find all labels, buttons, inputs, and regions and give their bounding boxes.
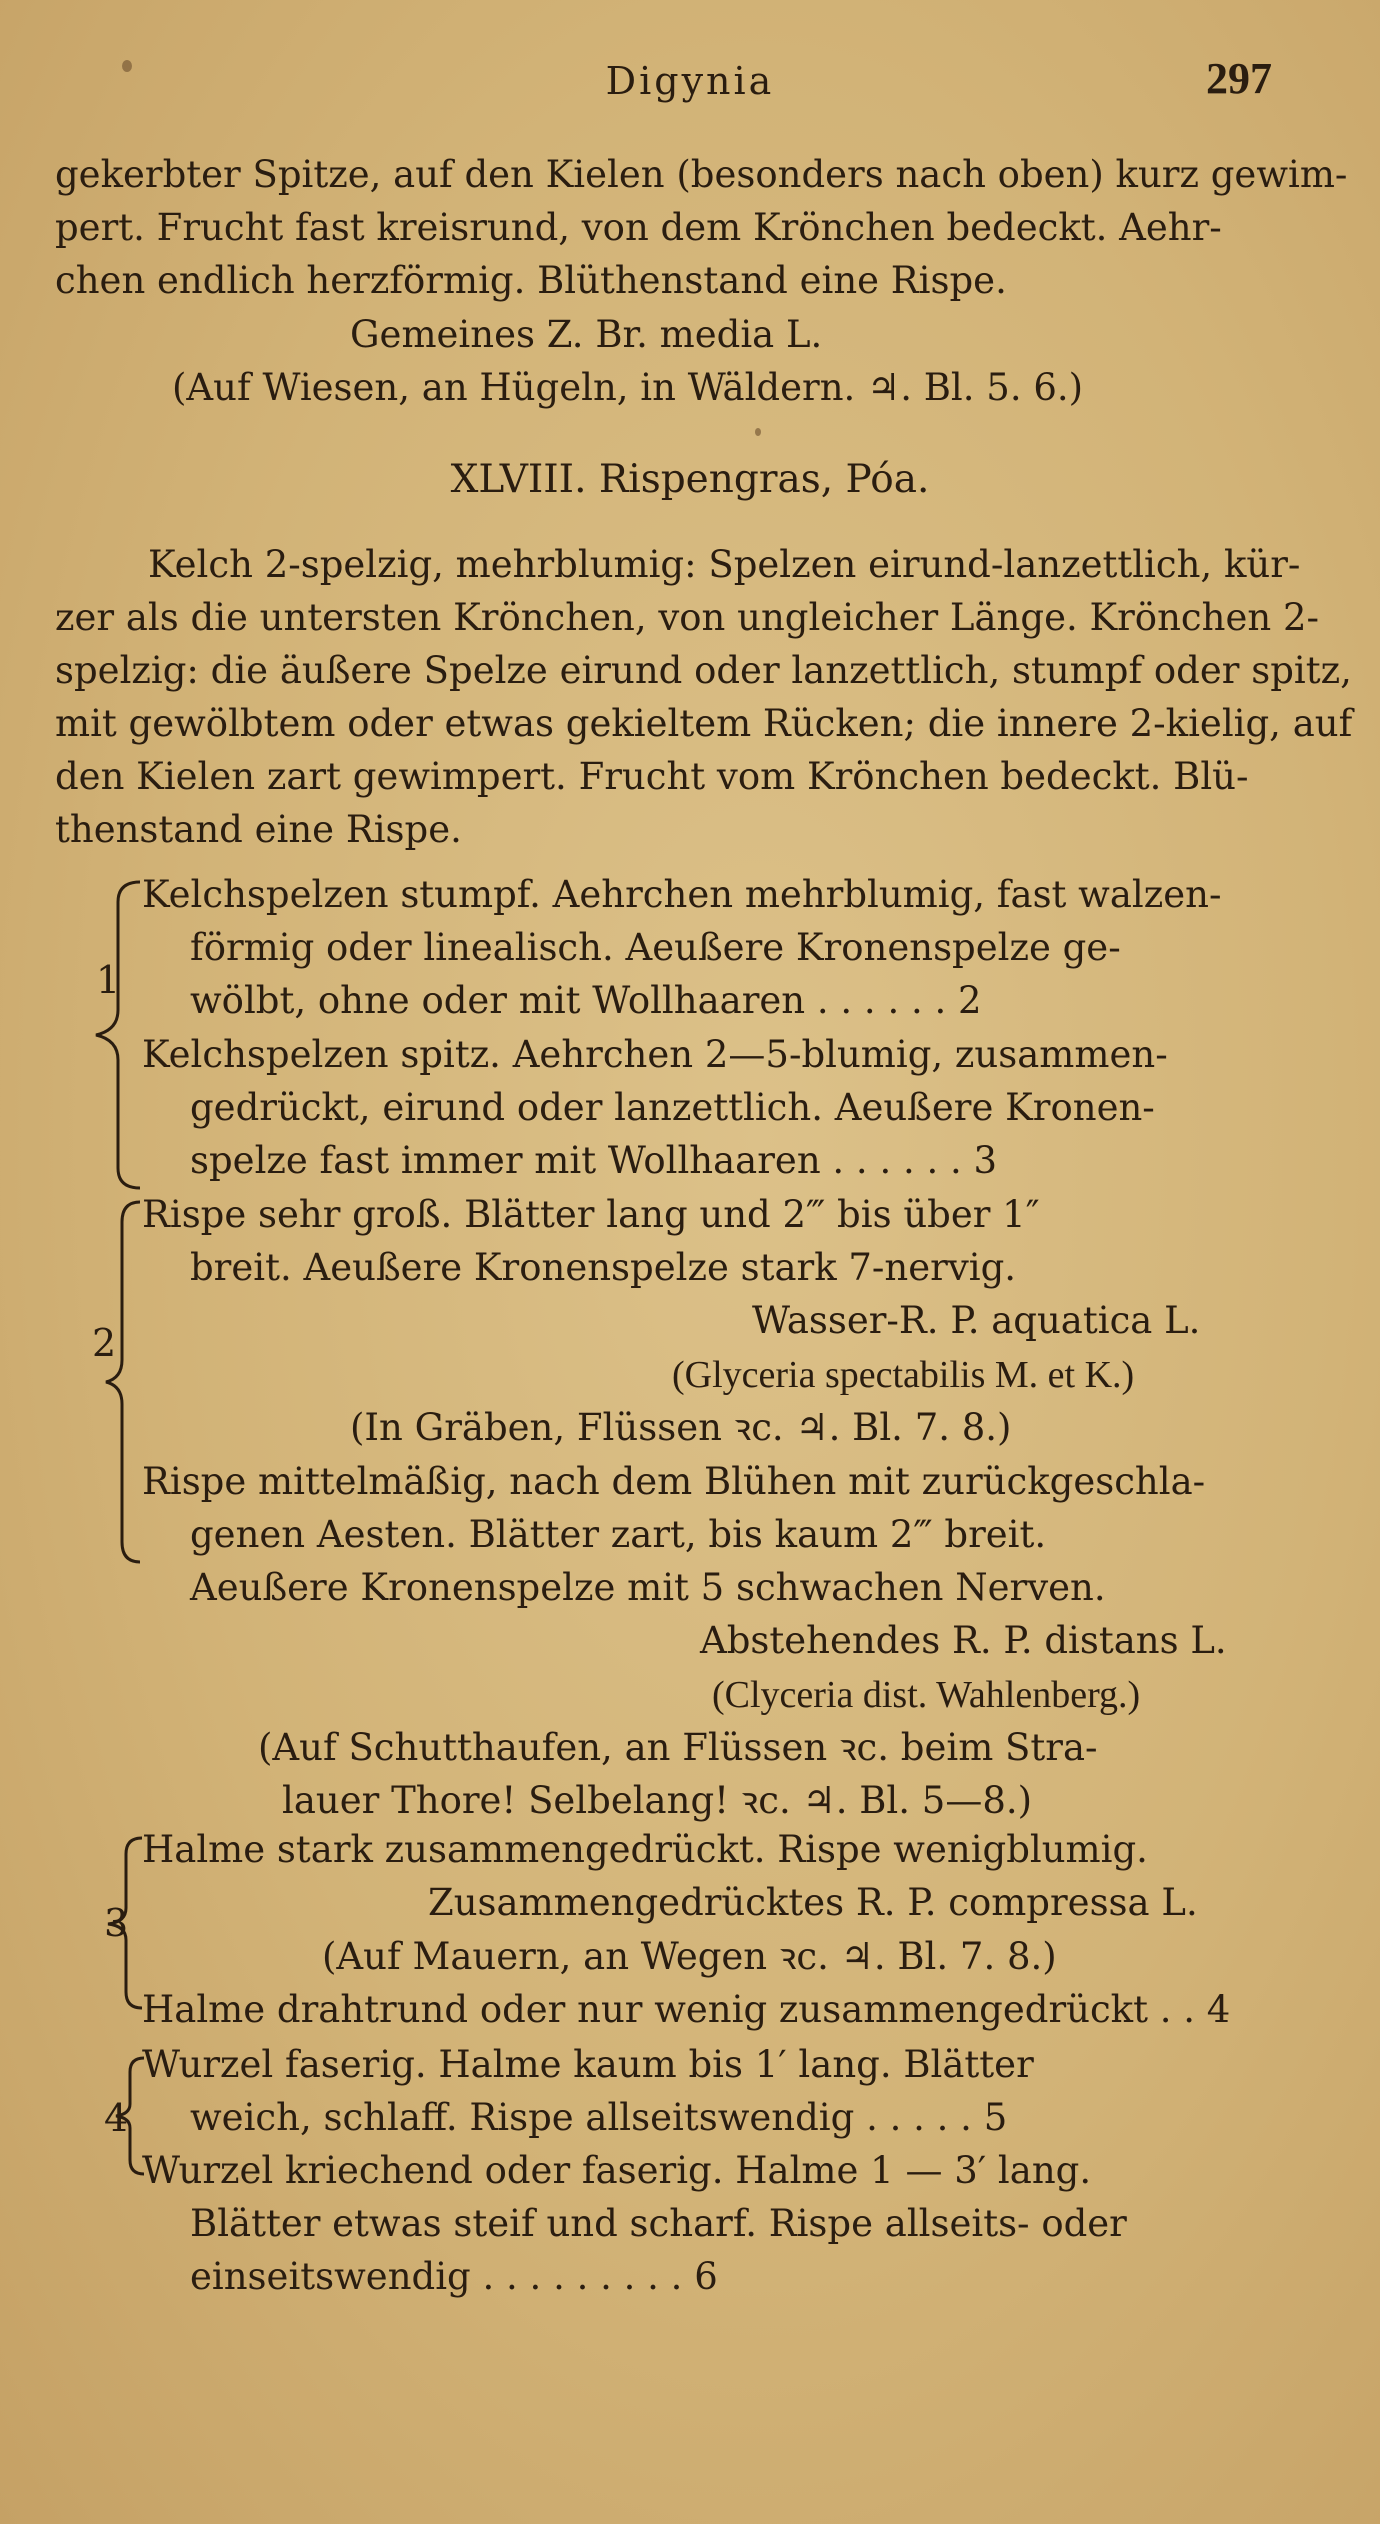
key-line: Rispe sehr groß. Blätter lang und 2‴ bis über 1″ xyxy=(142,1193,1040,1236)
key-line: Rispe mittelmäßig, nach dem Blühen mit zurückgeschla- xyxy=(142,1460,1206,1503)
text-line: chen endlich herzförmig. Blüthenstand eine Rispe. xyxy=(55,259,1007,302)
key-line: Aeußere Kronenspelze mit 5 schwachen Nerven. xyxy=(190,1566,1106,1609)
key-line: Kelchspelzen spitz. Aehrchen 2—5-blumig, zusammen- xyxy=(142,1033,1168,1076)
ink-spot xyxy=(755,428,761,436)
species-name: Abstehendes R. P. distans L. xyxy=(700,1619,1227,1662)
key-line: Blätter etwas steif und scharf. Rispe allseits- oder xyxy=(190,2202,1127,2245)
text-line: gekerbter Spitze, auf den Kielen (besonders nach oben) kurz gewim- xyxy=(55,153,1348,196)
genus-description-line: zer als die untersten Krönchen, von ungleicher Länge. Krönchen 2- xyxy=(55,596,1319,639)
key-number: 3 xyxy=(104,1901,129,1945)
synonym: (Clyceria dist. Wahlenberg.) xyxy=(712,1674,1141,1716)
species-name: Gemeines Z. Br. media L. xyxy=(350,313,823,356)
key-number: 1 xyxy=(96,958,121,1002)
key-line: gedrückt, eirund oder lanzettlich. Aeußere Kronen- xyxy=(190,1086,1155,1129)
genus-description-line: thenstand eine Rispe. xyxy=(55,808,462,851)
key-line: weich, schlaff. Rispe allseitswendig . . . . . 5 xyxy=(190,2096,1008,2139)
key-line: genen Aesten. Blätter zart, bis kaum 2‴ breit. xyxy=(190,1513,1047,1556)
page-number: 297 xyxy=(1206,54,1272,103)
text-line: pert. Frucht fast kreisrund, von dem Krönchen bedeckt. Aehr- xyxy=(55,206,1222,249)
habitat-note: (In Gräben, Flüssen ꝛc. ♃. Bl. 7. 8.) xyxy=(350,1406,1012,1449)
genus-description-line: spelzig: die äußere Spelze eirund oder lanzettlich, stumpf oder spitz, xyxy=(55,649,1352,692)
key-line: einseitswendig . . . . . . . . . 6 xyxy=(190,2255,718,2298)
key-line: Kelchspelzen stumpf. Aehrchen mehrblumig, fast walzen- xyxy=(142,873,1222,916)
genus-description-line: Kelch 2-spelzig, mehrblumig: Spelzen eirund-lanzettlich, kür- xyxy=(148,543,1301,586)
key-line: spelze fast immer mit Wollhaaren . . . . . . 3 xyxy=(190,1139,998,1182)
species-name: Wasser-R. P. aquatica L. xyxy=(752,1299,1201,1342)
key-line: wölbt, ohne oder mit Wollhaaren . . . . . . 2 xyxy=(190,979,982,1022)
key-line: Halme stark zusammengedrückt. Rispe wenigblumig. xyxy=(142,1828,1148,1871)
genus-description-line: mit gewölbtem oder etwas gekieltem Rücken; die innere 2-kielig, auf xyxy=(55,702,1353,745)
habitat-note: lauer Thore! Selbelang! ꝛc. ♃. Bl. 5—8.) xyxy=(282,1779,1033,1822)
key-line: Halme drahtrund oder nur wenig zusammengedrückt . . 4 xyxy=(142,1988,1231,2031)
key-line: breit. Aeußere Kronenspelze stark 7-nervig. xyxy=(190,1246,1017,1289)
brace-2 xyxy=(100,1192,150,1572)
genus-heading: XLVIII. Rispengras, Póa. xyxy=(450,457,930,502)
genus-description-line: den Kielen zart gewimpert. Frucht vom Krönchen bedeckt. Blü- xyxy=(55,755,1249,798)
running-head: Digynia xyxy=(605,59,775,103)
key-line: förmig oder linealisch. Aeußere Kronenspelze ge- xyxy=(190,926,1121,969)
brace-1 xyxy=(78,870,148,1200)
key-line: Wurzel kriechend oder faserig. Halme 1 — 3′ lang. xyxy=(142,2149,1092,2192)
habitat-note: (Auf Wiesen, an Hügeln, in Wäldern. ♃. Bl. 5. 6.) xyxy=(172,366,1084,409)
habitat-note: (Auf Schutthaufen, an Flüssen ꝛc. beim Stra- xyxy=(258,1726,1098,1769)
habitat-note: (Auf Mauern, an Wegen ꝛc. ♃. Bl. 7. 8.) xyxy=(322,1935,1057,1978)
key-number: 4 xyxy=(104,2096,129,2140)
species-name: Zusammengedrücktes R. P. compressa L. xyxy=(428,1881,1198,1924)
key-line: Wurzel faserig. Halme kaum bis 1′ lang. Blätter xyxy=(142,2043,1034,2086)
key-number: 2 xyxy=(92,1321,117,1365)
synonym: (Glyceria spectabilis M. et K.) xyxy=(672,1354,1135,1396)
